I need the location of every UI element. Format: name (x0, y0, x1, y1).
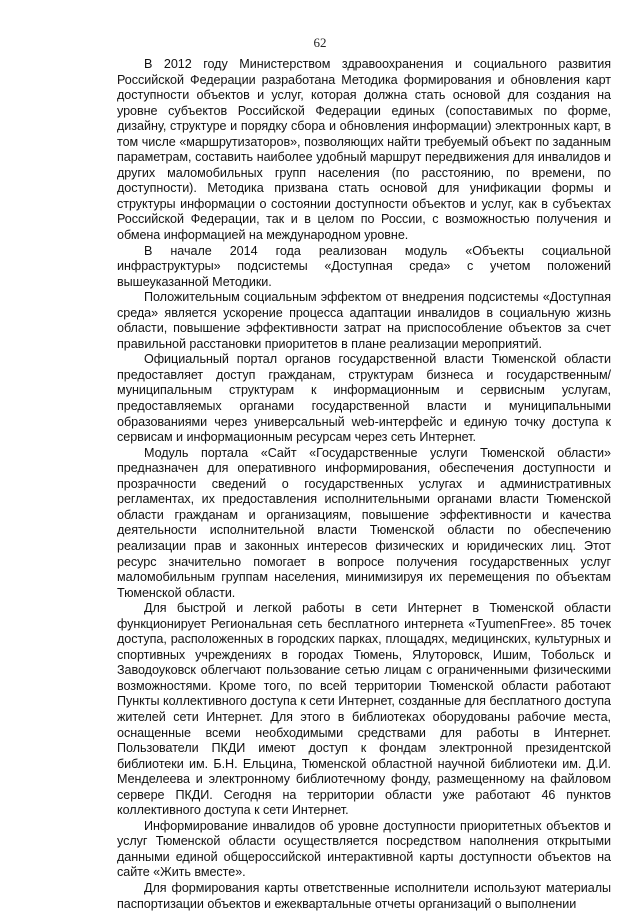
paragraph-methodology: В 2012 году Министерством здравоохранения и социального развития Российской Федерации разработана Методика формирования и обновления карт доступности объектов и услуг, которая должна стать основой для создания на уровне субъектов Российской Федерации единых (сопоставимых по форме, дизайну, структуре и порядку сбора и обновления информации) электронных карт, в том числе «маршрутизаторов», позволяющих найти требуемый объект по заданным параметрам, составить наиболее удобный маршрут передвижения для инвалидов и других маломобильных групп населения (по расстоянию, по времени, по доступности). Методика призвана стать основой для унификации формы и структуры информации о состоянии доступности объектов и услуг, как в субъектах Российской Федерации, так и в целом по России, с возможностью получения и обмена информацией на международном уровне. (117, 57, 611, 243)
paragraph-gov-services-site: Модуль портала «Сайт «Государственные услуги Тюменской области» предназначен для оперативного информирования, обеспечения доступности и прозрачности сведений о государственных услугах и административных регламентах, их предоставления исполнительными органами власти Тюменской области гражданам и организациям, повышение эффективности и качества деятельности исполнительной власти Тюменской области по обеспечению реализации прав и законных интересов физических и юридических лиц. Этот ресурс значительно помогает в вопросе получения государственных услуг маломобильным группам населения, минимизируя их перемещения по объектам Тюменской области. (117, 445, 611, 600)
paragraph-module-social-infrastructure: В начале 2014 года реализован модуль «Объекты социальной инфраструктуры» подсистемы «Доступная среда» с учетом положений вышеуказанной Методики. (117, 243, 611, 289)
page-number: 62 (313, 35, 327, 50)
paragraph-accessibility-map: Информирование инвалидов об уровне доступности приоритетных объектов и услуг Тюменской области осуществляется посредством наполнения открытыми данными единой общероссийской интерактивной карты доступности объектов на сайте «Жить вместе». (117, 818, 611, 880)
paragraph-map-formation: Для формирования карты ответственные исполнители используют материалы паспортизации объектов и ежеквартальные отчеты организаций о выполнении (117, 880, 611, 911)
document-body (117, 57, 611, 912)
paragraph-official-portal: Официальный портал органов государственной власти Тюменской области предоставляет доступ гражданам, структурам бизнеса и государственным/муниципальным структурам к информационным и сервисным услугам, предоставляемых органами государственной власти и муниципальными образованиями через универсальный web-интерфейс и единую точку доступа к сервисам и информационным ресурсам через сеть Интернет. (117, 352, 611, 445)
paragraph-positive-effect: Положительным социальным эффектом от внедрения подсистемы «Доступная среда» является ускорение процесса адаптации инвалидов в социальную жизнь области, повышение эффективности затрат на приспособление объектов за счет правильной расстановки приоритетов в плане реализации мероприятий. (117, 290, 611, 351)
paragraph-tyumenfree-network: Для быстрой и легкой работы в сети Интернет в Тюменской области функционирует Региональная сеть бесплатного интернета «TyumenFree». 85 точек доступа, расположенных в городских парках, площадях, медицинских, культурных и спортивных учреждениях в городах Тюмень, Ялуторовск, Ишим, Тобольск и Заводоуковск облегчают пользование сетью лицам с ограниченными физическими возможностями. Кроме того, по всей территории Тюменской области работают Пункты коллективного доступа к сети Интернет, созданные для бесплатного доступа жителей сети Интернет. Для этого в библиотеках оборудованы рабочие места, оснащенные всеми необходимыми средствами для работы в Интернет. Пользователи ПКДИ имеют доступ к фондам электронной президентской библиотеки им. Б.Н. Ельцина, Тюменской областной научной библиотеки им. Д.И. Менделеева и электронному библиотечному фонду, размещенному на файловом сервере ПКДИ. Сегодня на территории области уже работают 46 пунктов коллективного доступа к сети Интернет. (117, 601, 611, 818)
